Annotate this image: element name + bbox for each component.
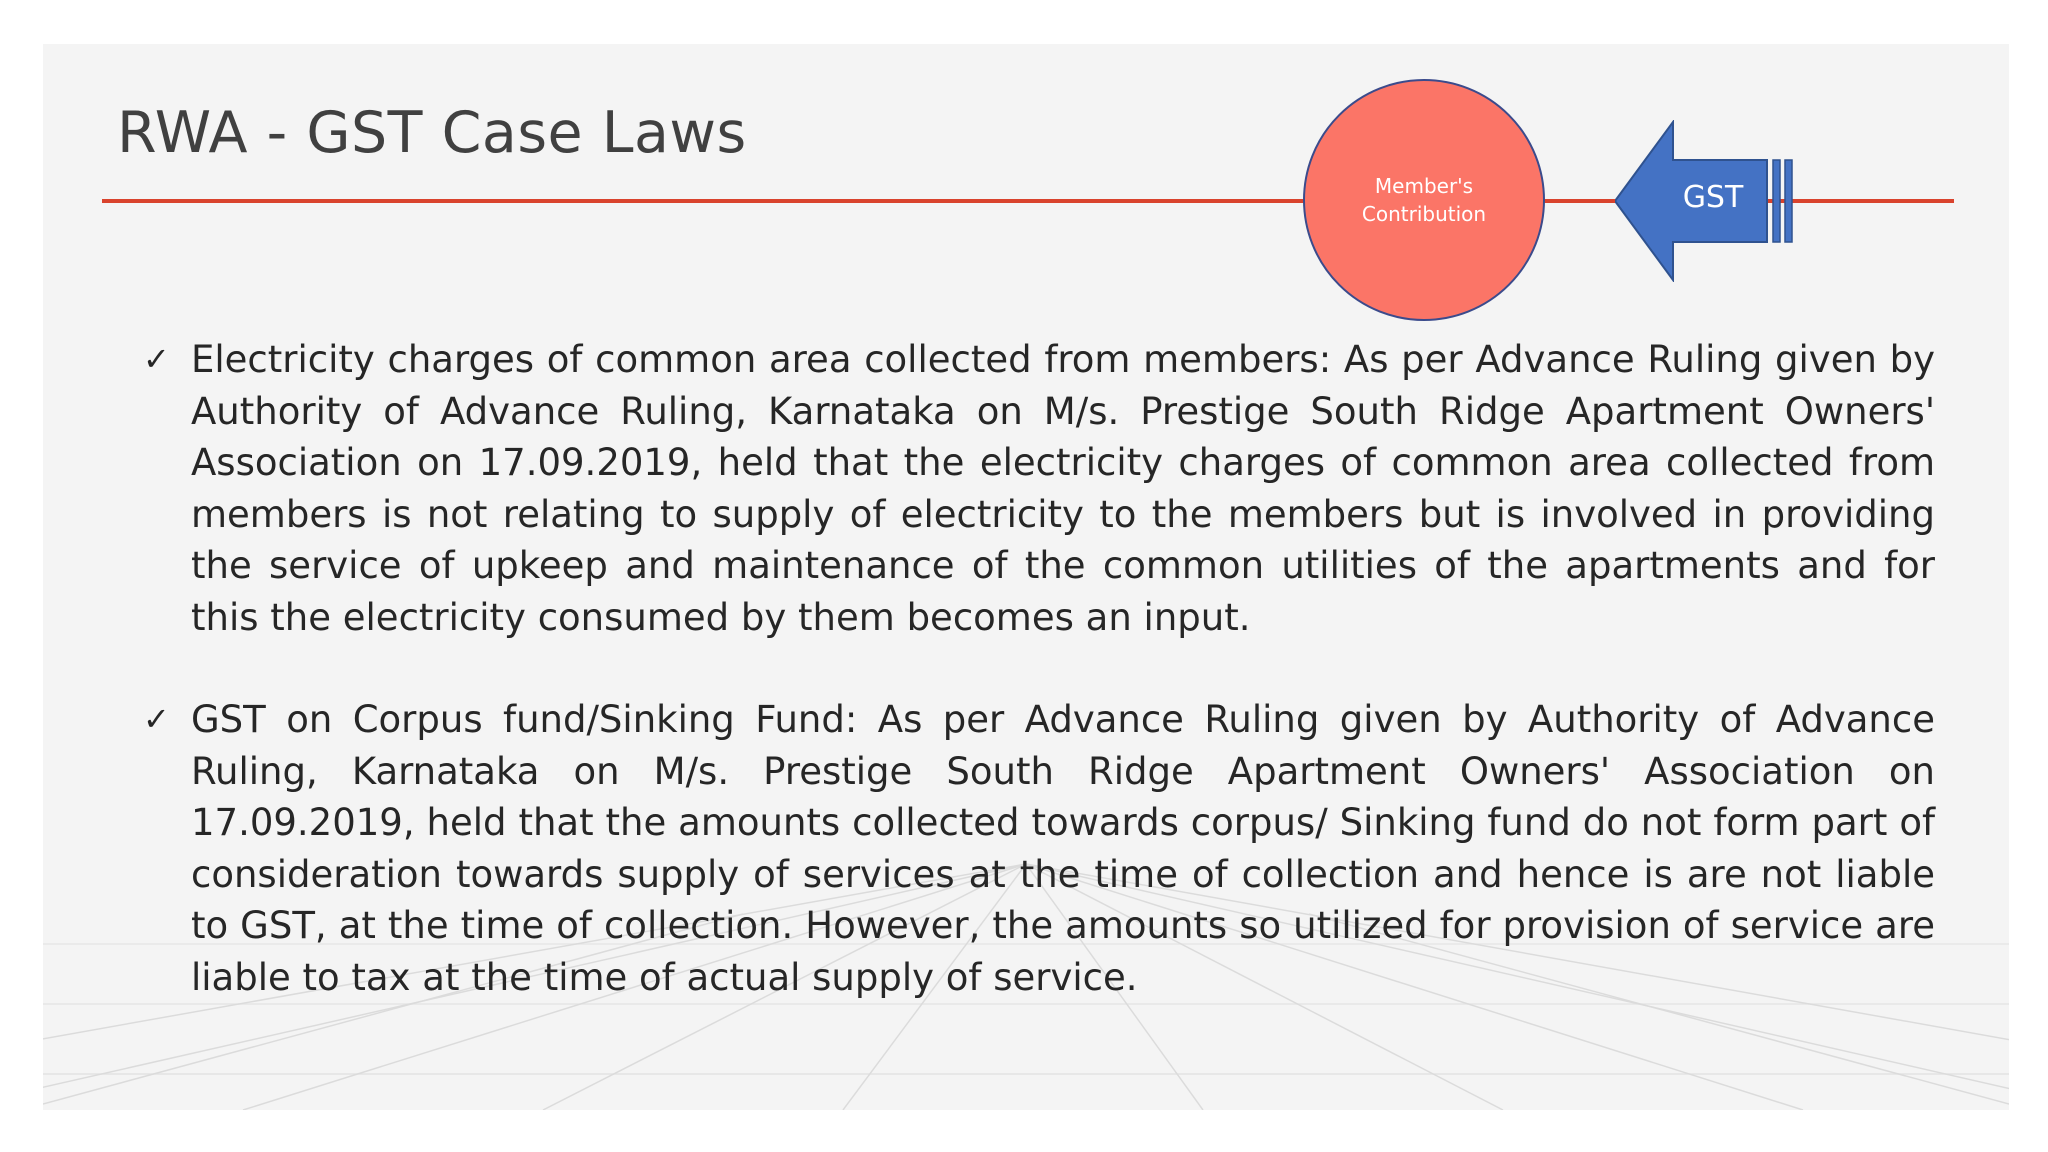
circle-label-line1: Member's <box>1374 174 1474 198</box>
gst-arrow-label: GST <box>1682 180 1744 215</box>
list-item <box>143 334 1935 643</box>
check-mark-icon: ✓ <box>143 340 170 378</box>
case-law-list <box>143 334 1981 1054</box>
list-item <box>143 694 1935 1003</box>
slide <box>43 44 2009 1110</box>
page-title: RWA - GST Case Laws <box>117 100 747 166</box>
bullet-text: GST on Corpus fund/Sinking Fund: As per Advance Ruling given by Authority of Advance Ruling, Karnataka on M/s. Prestige South Ridge Apartment Owners' Association on 17.09.2019, held that the amounts collected towards corpus/ Sinking fund do not form part of consideration towards supply of services at the time of collection and hence is are not liable to GST, at the time of collection. However, the amounts so utilized for provision of service are liable to tax at the time of actual supply of service. <box>191 698 1935 999</box>
members-contribution-circle <box>1303 79 1545 321</box>
check-mark-icon: ✓ <box>143 700 170 738</box>
circle-label-line2: Contribution <box>1361 202 1487 226</box>
bullet-text: Electricity charges of common area collected from members: As per Advance Ruling given by Authority of Advance Ruling, Karnataka on M/s. Prestige South Ridge Apartment Owners' Association on 17.09.2019, held that the electricity charges of common area collected from members is not relating to supply of electricity to the members but is involved in providing the service of upkeep and maintenance of the common utilities of the apartments and for this the electricity consumed by them becomes an input. <box>191 338 1935 639</box>
